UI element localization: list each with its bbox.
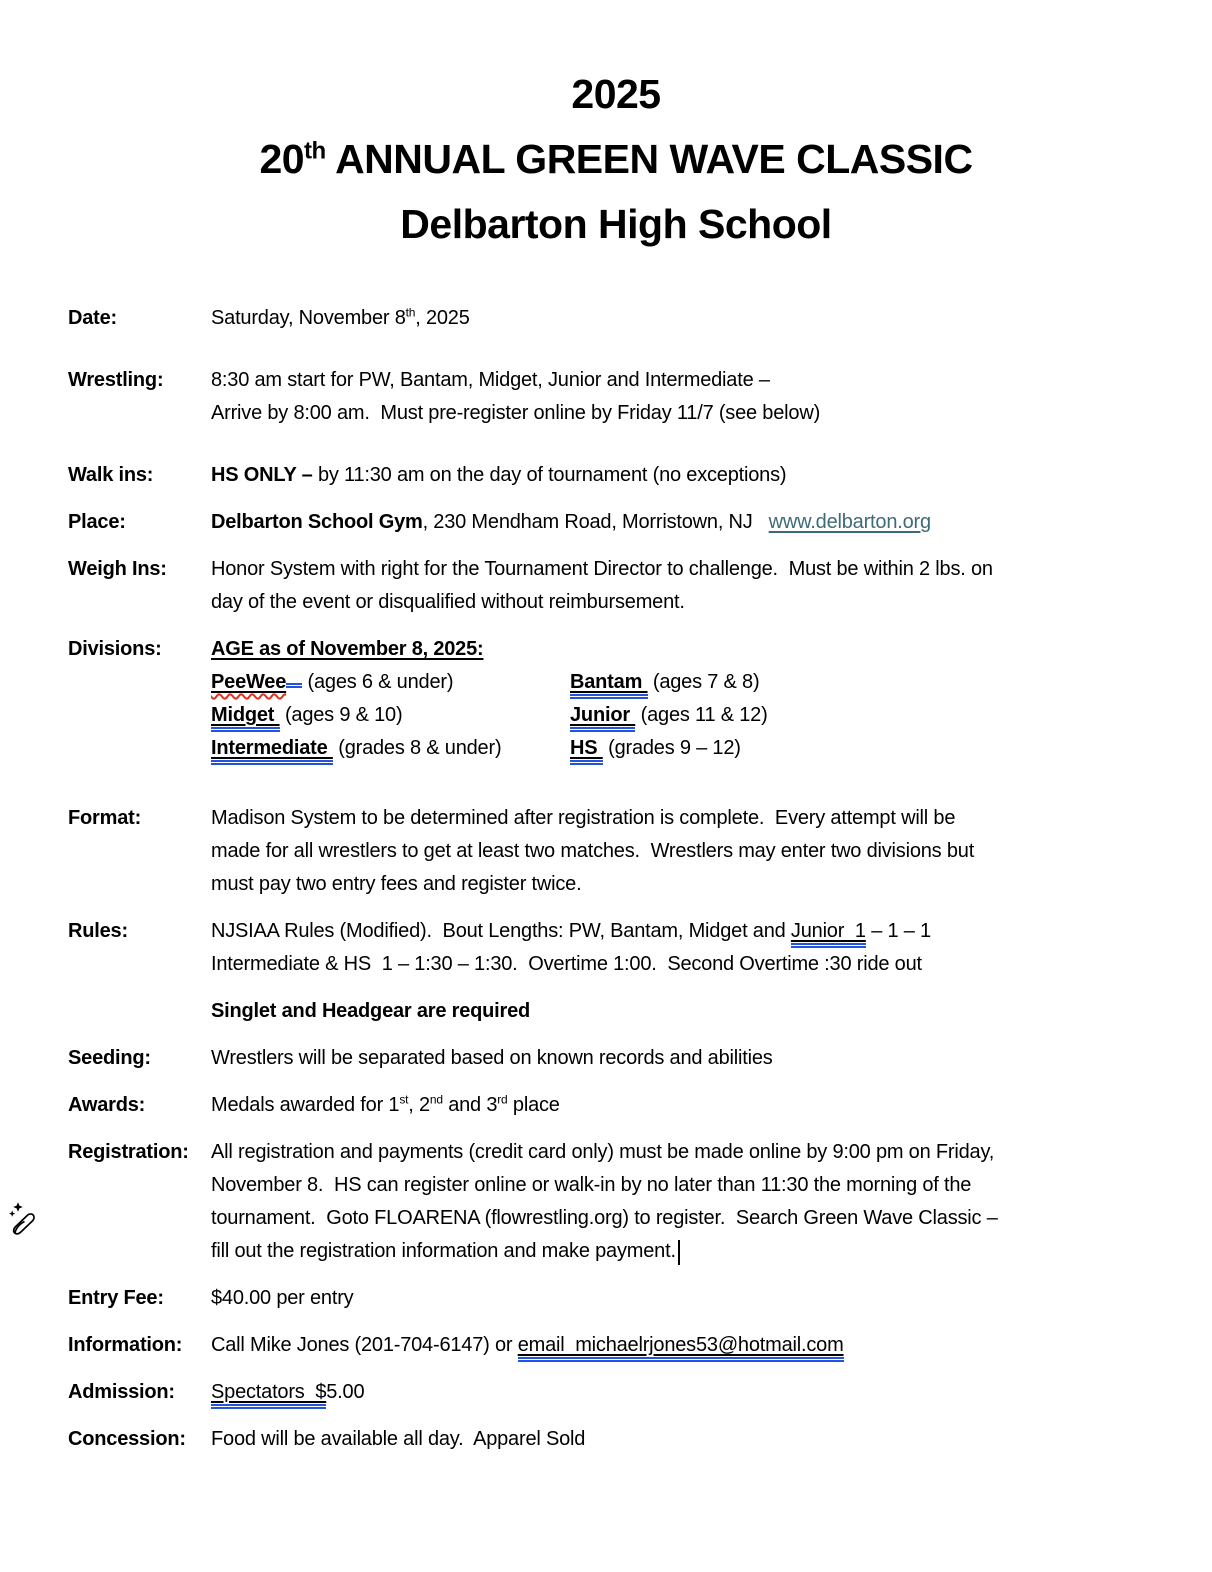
section-entryfee — [68, 1282, 1164, 1315]
format-line2: made for all wrestlers to get at least two matches. Wrestlers may enter two divisions but — [211, 840, 975, 862]
concession-text: Food will be available all day. Apparel Sold — [211, 1428, 586, 1450]
registration-line4 — [211, 1235, 1164, 1268]
divisions-value — [211, 633, 1164, 765]
section-weighins — [68, 553, 1164, 619]
division-intermediate-name: Intermediate — [211, 737, 333, 765]
section-wrestling — [68, 364, 1164, 430]
information-email-marked[interactable]: email michaelrjones53@hotmail.com — [518, 1334, 844, 1362]
section-date — [68, 302, 1164, 335]
date-superscript: th — [405, 305, 416, 320]
wrestling-label: Wrestling: — [68, 369, 164, 391]
rules-line1-pre: NJSIAA Rules (Modified). Bout Lengths: PW, Bantam, Midget and — [211, 920, 791, 942]
division-intermediate — [211, 732, 570, 765]
title-year: 2025 — [571, 71, 661, 117]
division-peewee-desc: (ages 6 & under) — [302, 671, 454, 693]
rules-line1 — [211, 915, 1164, 948]
awards-sup-2nd: nd — [429, 1092, 443, 1107]
title-school: Delbarton High School — [400, 201, 832, 247]
division-peewee-name: PeeWee — [211, 671, 287, 693]
place-venue: Delbarton School Gym — [211, 511, 423, 533]
awards-post: place — [507, 1094, 560, 1116]
section-information — [68, 1329, 1164, 1362]
section-seeding — [68, 1042, 1164, 1075]
format-line3: must pay two entry fees and register twice. — [211, 873, 582, 895]
registration-line4-text: fill out the registration information and make payment. — [211, 1240, 676, 1262]
singlet-text: Singlet and Headgear are required — [211, 1000, 531, 1022]
section-admission — [68, 1376, 1164, 1409]
division-intermediate-desc: (grades 8 & under) — [332, 737, 502, 759]
section-singlet — [68, 995, 1164, 1028]
division-midget — [211, 699, 570, 732]
weighins-label: Weigh Ins: — [68, 558, 167, 580]
entryfee-text: $40.00 per entry — [211, 1287, 354, 1309]
admission-label: Admission: — [68, 1381, 175, 1403]
wrestling-value — [211, 364, 1164, 430]
section-format — [68, 802, 1164, 901]
date-label: Date: — [68, 307, 118, 329]
seeding-text: Wrestlers will be separated based on known records and abilities — [211, 1047, 773, 1069]
concession-label: Concession: — [68, 1428, 186, 1450]
date-text: Saturday, November 8 — [211, 307, 406, 329]
awards-text — [211, 1089, 1164, 1122]
section-place — [68, 506, 1164, 539]
place-address: , 230 Mendham Road, Morristown, NJ — [422, 511, 769, 533]
division-hs — [570, 732, 1164, 765]
division-bantam-name: Bantam — [570, 671, 648, 699]
registration-line2: November 8. HS can register online or walk-in by no later than 11:30 the morning of the — [211, 1174, 972, 1196]
title-event-sup: th — [304, 137, 326, 165]
section-concession — [68, 1423, 1164, 1456]
division-junior-desc: (ages 11 & 12) — [635, 704, 768, 726]
section-divisions — [68, 633, 1164, 765]
division-midget-desc: (ages 9 & 10) — [279, 704, 403, 726]
walkins-text: by 11:30 am on the day of tournament (no exceptions) — [317, 464, 787, 486]
title-event-post: ANNUAL GREEN WAVE CLASSIC — [325, 136, 973, 182]
weighins-value — [211, 553, 1164, 619]
entryfee-label: Entry Fee: — [68, 1287, 164, 1309]
awards-sup-3rd: rd — [497, 1092, 508, 1107]
divisions-heading: AGE as of November 8, 2025: — [211, 638, 484, 660]
format-value — [211, 802, 1164, 901]
place-label: Place: — [68, 511, 126, 533]
division-junior-name: Junior — [570, 704, 635, 732]
awards-label: Awards: — [68, 1094, 146, 1116]
body-block — [68, 302, 1164, 1456]
admission-post: 5.00 — [326, 1381, 365, 1403]
division-hs-name: HS — [570, 737, 603, 765]
division-hs-desc: (grades 9 – 12) — [602, 737, 741, 759]
registration-line1: All registration and payments (credit card only) must be made online by 9:00 pm on Friday, — [211, 1141, 995, 1163]
wrestling-line2: Arrive by 8:00 am. Must pre-register online by Friday 11/7 (see below) — [211, 402, 821, 424]
registration-label: Registration: — [68, 1141, 189, 1163]
admission-marked: Spectators $ — [211, 1381, 326, 1409]
information-label: Information: — [68, 1334, 183, 1356]
section-walkins — [68, 459, 1164, 492]
date-value — [211, 302, 1164, 335]
weighins-line1: Honor System with right for the Tournament Director to challenge. Must be within 2 lbs. on — [211, 558, 993, 580]
text-cursor — [678, 1240, 680, 1265]
walkins-value — [211, 459, 1164, 492]
registration-line3: tournament. Goto FLOARENA (flowrestling.org) to register. Search Green Wave Classic – — [211, 1207, 998, 1229]
admission-text — [211, 1376, 1164, 1409]
awards-pre: Medals awarded for 1 — [211, 1094, 400, 1116]
delbarton-link[interactable]: www.delbarton.org — [768, 511, 931, 533]
section-rules — [68, 915, 1164, 981]
division-midget-name: Midget — [211, 704, 280, 732]
date-text-end: , 2025 — [415, 307, 470, 329]
information-text — [211, 1329, 1164, 1362]
rules-junior-marked: Junior 1 — [791, 920, 866, 948]
rules-line2: Intermediate & HS 1 – 1:30 – 1:30. Overtime 1:00. Second Overtime :30 ride out — [211, 953, 922, 975]
rules-label: Rules: — [68, 920, 128, 942]
division-peewee — [211, 666, 570, 699]
division-junior — [570, 699, 1164, 732]
awards-mid2: and 3 — [442, 1094, 498, 1116]
title-block — [68, 72, 1164, 246]
format-line1: Madison System to be determined after registration is complete. Every attempt will be — [211, 807, 956, 829]
division-bantam — [570, 666, 1164, 699]
awards-mid1: , 2 — [408, 1094, 430, 1116]
information-pre: Call Mike Jones (201-704-6147) or — [211, 1334, 518, 1356]
registration-value — [211, 1136, 1164, 1268]
seeding-label: Seeding: — [68, 1047, 151, 1069]
awards-sup-1st: st — [399, 1092, 409, 1107]
walkins-bold: HS ONLY – — [211, 464, 318, 486]
document-body — [68, 0, 1164, 1470]
place-value — [211, 506, 1164, 539]
wrestling-line1: 8:30 am start for PW, Bantam, Midget, Junior and Intermediate – — [211, 369, 770, 391]
title-event — [68, 137, 1164, 181]
rules-line1-post: – 1 – 1 — [865, 920, 931, 942]
rules-value — [211, 915, 1164, 981]
format-label: Format: — [68, 807, 142, 829]
title-event-pre: 20 — [259, 136, 305, 182]
walkins-label: Walk ins: — [68, 464, 154, 486]
section-awards — [68, 1089, 1164, 1122]
grammar-mark — [286, 667, 302, 688]
divisions-label: Divisions: — [68, 638, 162, 660]
divisions-grid — [211, 666, 1164, 765]
section-registration — [68, 1136, 1164, 1268]
division-bantam-desc: (ages 7 & 8) — [647, 671, 760, 693]
sparkle-pen-icon[interactable] — [6, 1200, 40, 1240]
weighins-line2: day of the event or disqualified without reimbursement. — [211, 591, 685, 613]
